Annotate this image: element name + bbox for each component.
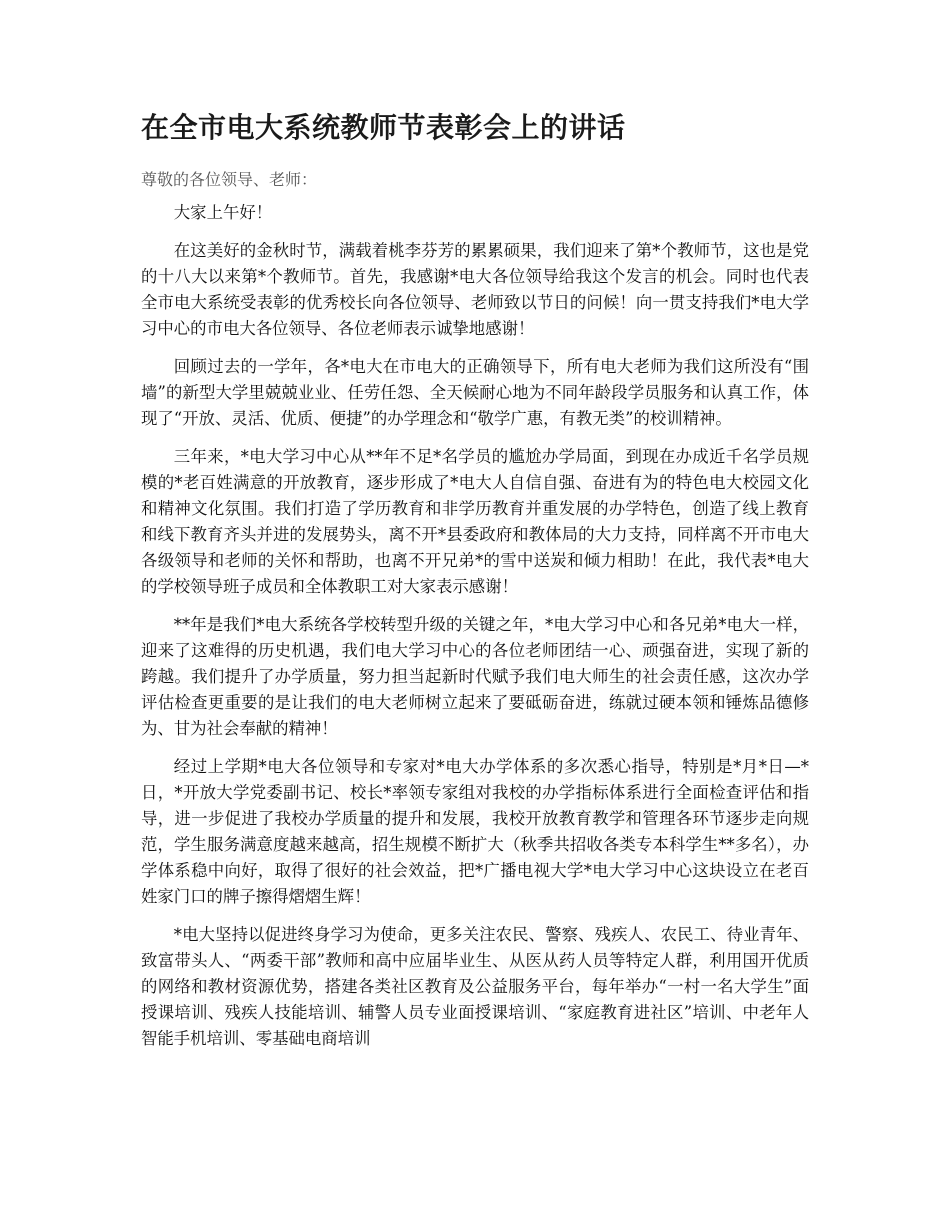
paragraph-greeting: 大家上午好！	[173, 203, 273, 222]
paragraph-key-year: **年是我们*电大系统各学校转型升级的关键之年，*电大学习中心和各兄弟*电大一样，迎来了这难得的历史机遇，我们电大学习中心的各位老师团结一心、顽强奋进，实现了新的跨越。我们提升了办学质量，努力担当起新时代赋予我们电大师生的社会责任感，这次办学评估检查更重要的是让我们的电大老师树立起来了要砥砺奋进，练就过硬本领和锤炼品德修为、甘为社会奉献的精神！	[141, 615, 809, 738]
paragraph-lifelong-learning: *电大坚持以促进终身学习为使命，更多关注农民、警察、残疾人、农民工、待业青年、致富带头人、“两委干部”教师和高中应届毕业生、从医从药人员等特定人群，利用国开优质的网络和教材资源优势，搭建各类社区教育及公益服务平台，每年举办“一村一名大学生”面授课培训、残疾人技能培训、辅警人员专业面授课培训、“家庭教育进社区”培训、中老年人智能手机培训、零基础电商培训	[141, 925, 809, 1048]
paragraph-evaluation: 经过上学期*电大各位领导和专家对*电大办学体系的多次悉心指导，特别是*月*日—*日，*开放大学党委副书记、校长*率领专家组对我校的办学指标体系进行全面检查评估和指导，进一步促进了我校办学质量的提升和发展，我校开放教育教学和管理各环节逐步走向规范，学生服务满意度越来越高，招生规模不断扩大（秋季共招收各类专本科学生**多名），办学体系稳中向好，取得了很好的社会效益，把*广播电视大学*电大学习中心这块设立在老百姓家门口的牌子擦得熠熠生辉！	[141, 757, 809, 906]
document-title: 在全市电大系统教师节表彰会上的讲话	[141, 111, 626, 144]
paragraph-opening: 在这美好的金秋时节，满载着桃李芬芳的累累硕果，我们迎来了第*个教师节，这也是党的十八大以来第*个教师节。首先，我感谢*电大各位领导给我这个发言的机会。同时也代表全市电大系统受表彰的优秀校长向各位领导、老师致以节日的问候！向一贯支持我们*电大学习中心的市电大各位领导、各位老师表示诚挚地感谢！	[141, 241, 809, 338]
salutation: 尊敬的各位领导、老师：	[141, 170, 318, 189]
document-page	[141, 108, 809, 1064]
paragraph-three-years: 三年来，*电大学习中心从**年不足*名学员的尴尬办学局面，到现在办成近千名学员规模的*老百姓满意的开放教育，逐步形成了*电大人自信自强、奋进有为的特色电大校园文化和精神文化氛围。我们打造了学历教育和非学历教育并重发展的办学特色，创造了线上教育和线下教育齐头并进的发展势头，离不开*县委政府和教体局的大力支持，同样离不开市电大各级领导和老师的关怀和帮助，也离不开兄弟*的雪中送炭和倾力相助！在此，我代表*电大的学校领导班子成员和全体教职工对大家表示感谢！	[141, 447, 809, 596]
paragraph-review: 回顾过去的一学年，各*电大在市电大的正确领导下，所有电大老师为我们这所没有“围墙”的新型大学里兢兢业业、任劳任怨、全天候耐心地为不同年龄段学员服务和认真工作，体现了“开放、灵活、优质、便捷”的办学理念和“敬学广惠，有教无类”的校训精神。	[141, 357, 809, 428]
